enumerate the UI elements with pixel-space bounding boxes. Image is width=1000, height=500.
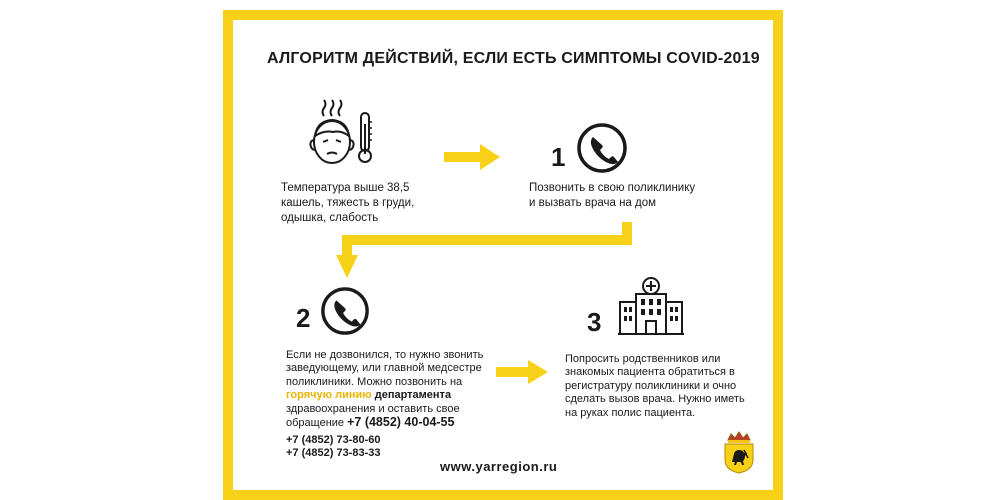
step2-text	[286, 349, 516, 430]
step1-line: и вызвать врача на дом	[529, 197, 657, 209]
main-phone: +7 (4852) 40-04-55	[347, 415, 455, 430]
step3-line: регистратуру поликлиники и очно	[565, 379, 737, 392]
step2-line-rest: департамента	[371, 389, 452, 402]
step2-line: заведующему, или главной медсестре	[286, 362, 482, 375]
phone-icon	[576, 122, 628, 174]
step3-line: сделать вызов врача. Нужно иметь	[565, 393, 745, 406]
step2-line	[286, 389, 516, 402]
symptoms-text	[281, 181, 461, 226]
step3-line: на руках полис пациента.	[565, 406, 696, 419]
step2-line: Если не дозвонился, то нужно звонить	[286, 349, 484, 361]
step2-line: здравоохранения и оставить свое	[286, 402, 460, 415]
step2-line	[286, 416, 516, 430]
step-number: 1	[551, 142, 566, 172]
arrow-icon	[496, 360, 548, 384]
symptoms-line: кашель, тяжесть в груди,	[281, 197, 415, 209]
arrow-icon	[444, 144, 500, 170]
phone-number: +7 (4852) 73-80-60	[286, 434, 381, 446]
step1-line: Позвонить в свою поликлинику	[529, 182, 696, 194]
page-title: АЛГОРИТМ ДЕЙСТВИЙ, ЕСЛИ ЕСТЬ СИМПТОМЫ COVID-2019	[267, 50, 760, 67]
website-link[interactable]: www.yarregion.ru	[440, 459, 558, 474]
step3-text	[565, 353, 765, 420]
arrow-icon	[336, 222, 632, 278]
step3-line: знакомых пациента обратиться в	[565, 366, 735, 379]
phone-number: +7 (4852) 73-83-33	[286, 447, 381, 459]
coat-of-arms-icon	[722, 430, 756, 474]
step-number: 2	[296, 303, 311, 333]
phone-list	[286, 434, 486, 460]
phone-icon	[320, 286, 370, 336]
hospital-icon	[618, 276, 684, 336]
symptoms-line: одышка, слабость	[281, 212, 379, 224]
hotline-label: горячую линию	[286, 389, 372, 402]
step3-line: Попросить родственников или	[565, 353, 721, 365]
symptoms-line: Температура выше 38,5	[281, 182, 410, 194]
step-number: 3	[587, 307, 602, 337]
step1-text	[529, 181, 729, 211]
thermometer-icon	[356, 112, 374, 164]
step2-line-prefix: обращение	[286, 417, 348, 430]
step2-line: поликлиники. Можно позвонить на	[286, 375, 463, 388]
